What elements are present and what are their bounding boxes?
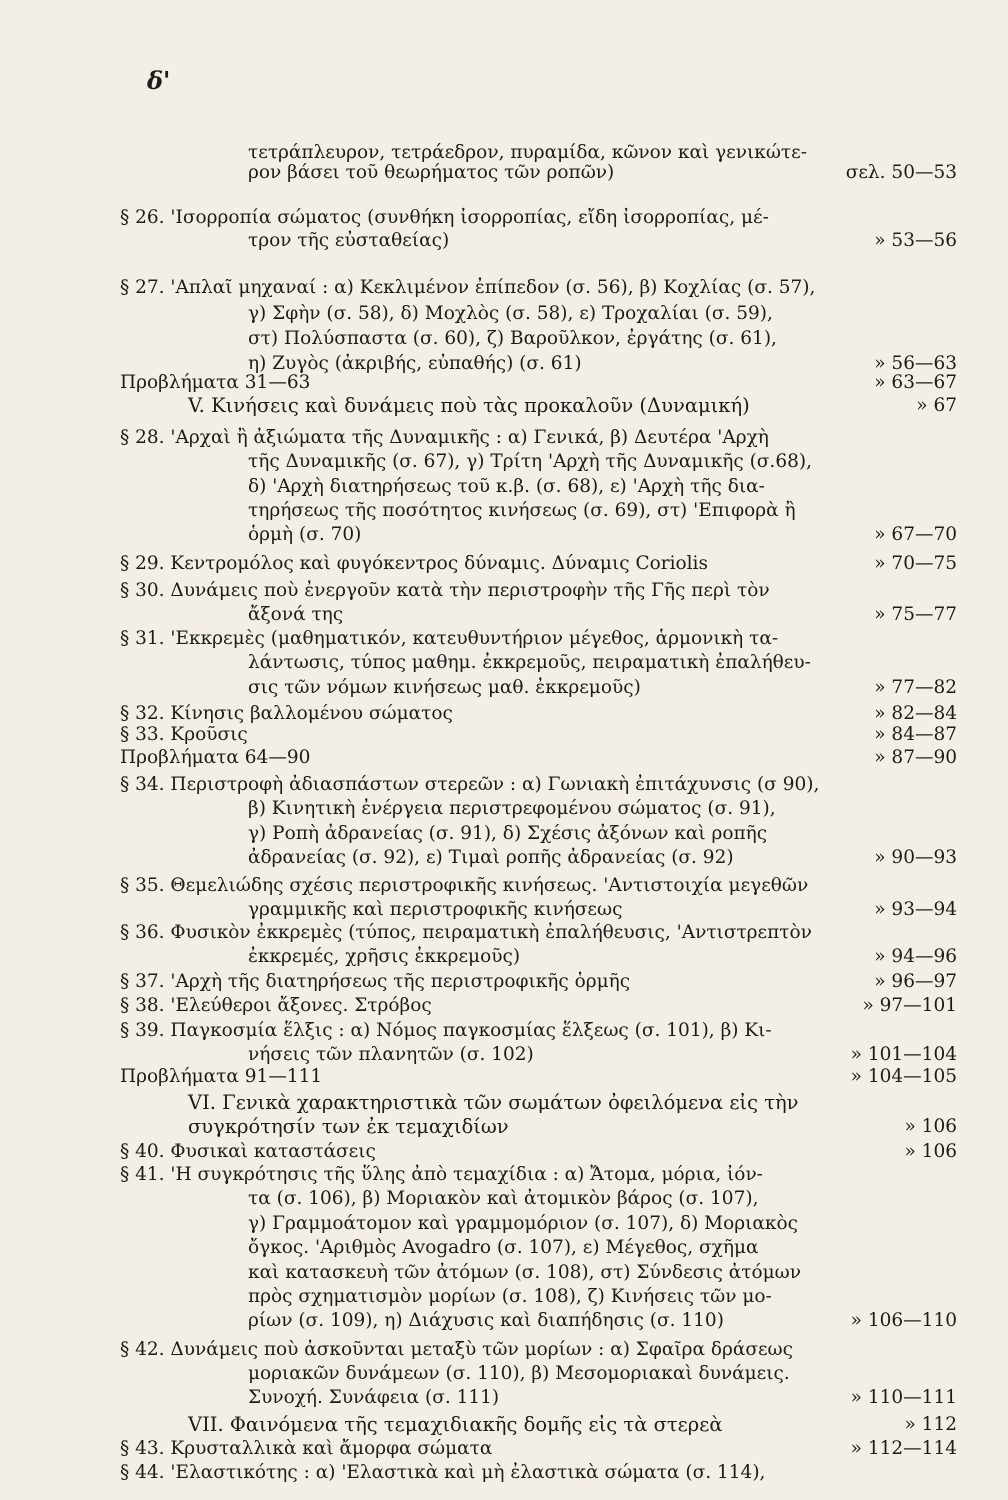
toc-page-range: » 112—114 [850,1438,957,1459]
toc-page-range: » 96—97 [874,971,957,992]
toc-entry-line: § 36. Φυσικὸν ἐκκρεμὲς (τύπος, πειραματικὴ ἐπαλήθευσις, 'Αντιστρεπτὸν [120,922,812,943]
toc-entry-line: καὶ κατασκευὴ τῶν ἀτόμων (σ. 108), στ) Σύνδεσις ἀτόμων [248,1262,802,1283]
toc-entry-line: πρὸς σχηματισμὸν μορίων (σ. 108), ζ) Κινήσεις τῶν μο- [248,1286,772,1307]
toc-page-range: σελ. 50—53 [845,162,957,183]
toc-entry-line: μοριακῶν δυνάμεων (σ. 110), β) Μεσομοριακαὶ δυνάμεις. [248,1363,790,1384]
toc-entry-line: η) Ζυγὸς (ἀκριβής, εὐπαθής) (σ. 61) [248,353,582,374]
toc-page-range: » 93—94 [874,899,957,920]
toc-page-range: » 104—105 [850,1066,957,1087]
toc-entry-line: § 29. Κεντρομόλος καὶ φυγόκεντρος δύναμις. Δύναμις Coriolis [120,553,708,574]
toc-page-range: » 75—77 [874,604,957,625]
toc-entry-line: ρίων (σ. 109), η) Διάχυσις καὶ διαπήδησις (σ. 110) [248,1310,724,1331]
toc-page-range: » 53—56 [874,230,957,251]
toc-page-range: » 70—75 [874,553,957,574]
toc-entry-line: Συνοχή. Συνάφεια (σ. 111) [248,1387,500,1408]
toc-page-range: » 63—67 [874,372,957,393]
toc-page-range: » 84—87 [874,724,957,745]
toc-page-range: » 90—93 [874,847,957,868]
toc-entry-line: τετράπλευρον, τετράεδρον, πυραμίδα, κῶνον καὶ γενικώτε- [248,142,807,163]
toc-entry-line: ρον βάσει τοῦ θεωρήματος τῶν ροπῶν) [248,162,615,183]
toc-page-range: » 67—70 [874,524,957,545]
toc-entry-line: § 31. 'Εκκρεμὲς (μαθηματικόν, κατευθυντήριον μέγεθος, ἁρμονικὴ τα- [120,628,779,649]
toc-entry-line: § 38. 'Ελεύθεροι ἄξονες. Στρόβος [120,995,432,1016]
toc-page-range: » 101—104 [850,1044,957,1065]
toc-entry-line: ἄξονά της [248,604,344,625]
toc-entry-line: § 39. Παγκοσμία ἕλξις : α) Νόμος παγκοσμίας ἕλξεως (σ. 101), β) Κι- [120,1020,772,1041]
toc-entry-line: γ) Σφὴν (σ. 58), δ) Μοχλὸς (σ. 58), ε) Τροχαλίαι (σ. 59), [248,303,773,324]
toc-entry-line: β) Κινητικὴ ἐνέργεια περιστρεφομένου σώματος (σ. 91), [248,798,776,819]
toc-page-range: » 94—96 [874,946,957,967]
toc-entry-line: § 43. Κρυσταλλικὰ καὶ ἄμορφα σώματα [120,1438,493,1459]
toc-entry-line: VII. Φαινόμενα τῆς τεμαχιδιακῆς δομῆς εἰς τὰ στερεὰ [188,1413,723,1436]
toc-entry-line: Προβλήματα 91—111 [120,1066,323,1087]
toc-entry-line: § 42. Δυνάμεις ποὺ ἀσκοῦνται μεταξὺ τῶν μορίων : α) Σφαῖρα δράσεως [120,1339,793,1360]
toc-page-range: » 77—82 [874,677,957,698]
toc-page-range: » 56—63 [874,353,957,374]
page-number: δ' [147,66,171,95]
toc-entry-line: δ) 'Αρχὴ διατηρήσεως τοῦ κ.β. (σ. 68), ε) 'Αρχὴ τῆς δια- [248,476,765,497]
toc-page-range: » 106 [904,1141,957,1162]
toc-entry-line: τα (σ. 106), β) Μοριακὸν καὶ ἀτομικὸν βάρος (σ. 107), [248,1188,759,1209]
toc-entry-line: νήσεις τῶν πλανητῶν (σ. 102) [248,1044,534,1065]
toc-page-range: » 106 [904,1116,957,1137]
toc-page-range: » 97—101 [862,995,957,1016]
toc-entry-line: § 26. 'Ισορροπία σώματος (συνθήκη ἰσορροπίας, εἴδη ἰσορροπίας, μέ- [120,207,769,228]
toc-entry-line: γραμμικῆς καὶ περιστροφικῆς κινήσεως [248,899,623,920]
toc-entry-line: § 35. Θεμελιώδης σχέσις περιστροφικῆς κινήσεως. 'Αντιστοιχία μεγεθῶν [120,875,809,896]
toc-entry-line: ὄγκος. 'Αριθμὸς Avogadro (σ. 107), ε) Μέγεθος, σχῆμα [248,1237,759,1258]
toc-page-range: » 106—110 [850,1310,957,1331]
toc-entry-line: τῆς Δυναμικῆς (σ. 67), γ) Τρίτη 'Αρχὴ τῆς Δυναμικῆς (σ.68), [248,451,812,472]
toc-entry-line: τηρήσεως τῆς ποσότητος κινήσεως (σ. 69), στ) 'Επιφορὰ ἢ [248,500,796,521]
toc-entry-line: V. Κινήσεις καὶ δυνάμεις ποὺ τὰς προκαλοῦν (Δυναμική) [188,394,750,417]
toc-page-range: » 112 [904,1414,957,1435]
toc-page-range: » 110—111 [850,1387,957,1408]
toc-entry-line: λάντωσις, τύπος μαθημ. ἐκκρεμοῦς, πειραματικὴ ἐπαλήθευ- [248,652,811,673]
toc-entry-line: ἐκκρεμές, χρῆσις ἐκκρεμοῦς) [248,946,521,967]
toc-entry-line: § 37. 'Αρχὴ τῆς διατηρήσεως τῆς περιστροφικῆς ὁρμῆς [120,971,631,992]
toc-entry-line: Προβλήματα 64—90 [120,747,311,768]
toc-entry-line: § 28. 'Αρχαὶ ἢ ἀξιώματα τῆς Δυναμικῆς : α) Γενικά, β) Δευτέρα 'Αρχὴ [120,427,769,448]
toc-entry-line: συγκρότησίν των ἐκ τεμαχιδίων [188,1115,509,1138]
toc-entry-line: VI. Γενικὰ χαρακτηριστικὰ τῶν σωμάτων ὀφειλόμενα εἰς τὴν [188,1091,799,1114]
toc-entry-line: στ) Πολύσπαστα (σ. 60), ζ) Βαροῦλκον, ἐργάτης (σ. 61), [248,328,777,349]
toc-entry-line: § 30. Δυνάμεις ποὺ ἐνεργοῦν κατὰ τὴν περιστροφὴν τῆς Γῆς περὶ τὸν [120,580,770,601]
toc-entry-line: § 33. Κροῦσις [120,724,248,745]
toc-page-range: » 67 [916,395,957,416]
toc-page-range: » 82—84 [874,703,957,724]
toc-page-range: » 87—90 [874,747,957,768]
toc-entry-line: § 34. Περιστροφὴ ἀδιασπάστων στερεῶν : α) Γωνιακὴ ἐπιτάχυνσις (σ 90), [120,774,820,795]
toc-entry-line: Προβλήματα 31—63 [120,372,311,393]
toc-entry-line: σις τῶν νόμων κινήσεως μαθ. ἐκκρεμοῦς) [248,677,641,698]
toc-entry-line: § 27. 'Απλαῖ μηχαναί : α) Κεκλιμένον ἐπίπεδον (σ. 56), β) Κοχλίας (σ. 57), [120,277,816,298]
toc-entry-line: ἀδρανείας (σ. 92), ε) Τιμαὶ ροπῆς ἀδρανείας (σ. 92) [248,847,734,868]
toc-entry-line: § 41. 'Η συγκρότησις τῆς ὕλης ἀπὸ τεμαχίδια : α) Ἄτομα, μόρια, ἰόν- [120,1164,763,1185]
toc-entry-line: § 40. Φυσικαὶ καταστάσεις [120,1141,376,1162]
toc-entry-line: γ) Γραμμοάτομον καὶ γραμμομόριον (σ. 107), δ) Μοριακὸς [248,1213,798,1234]
toc-entry-line: § 44. 'Ελαστικότης : α) 'Ελαστικὰ καὶ μὴ ἐλαστικὰ σώματα (σ. 114), [120,1462,766,1483]
toc-entry-line: τρον τῆς εὐσταθείας) [248,230,450,251]
toc-entry-line: ὁρμὴ (σ. 70) [248,524,362,545]
toc-entry-line: γ) Ροπὴ ἀδρανείας (σ. 91), δ) Σχέσις ἀξόνων καὶ ροπῆς [248,823,768,844]
toc-entry-line: § 32. Κίνησις βαλλομένου σώματος [120,703,453,724]
